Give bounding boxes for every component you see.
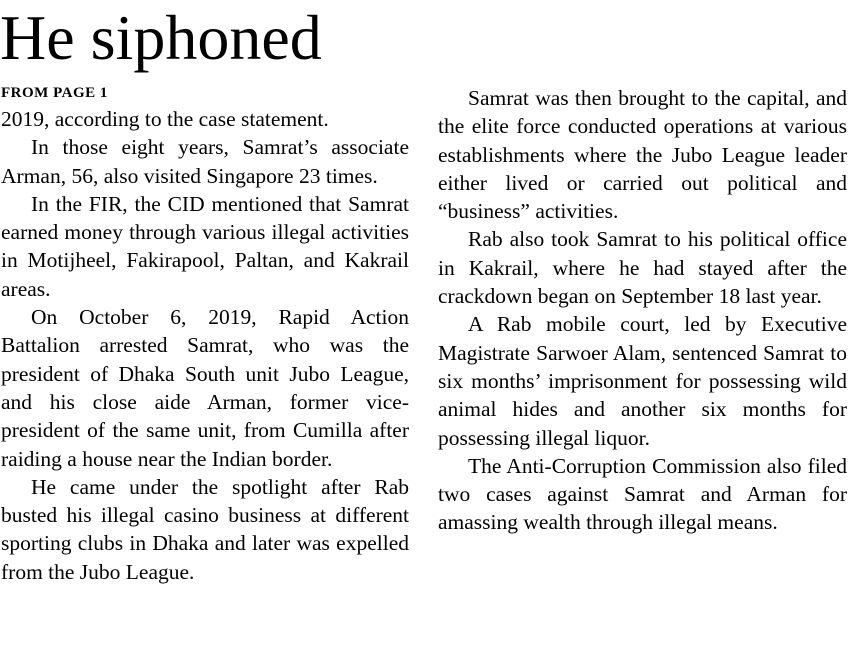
paragraph: He came under the spotlight after Rab busted his illegal casino business at different sporting clubs in Dhaka and later was expelled from the Jubo League. [1, 474, 409, 584]
paragraph: A Rab mobile court, led by Executive Magistrate Sarwoer Alam, sentenced Samrat to six months’ imprisonment for possessing wild animal hides and another six months for possessing illegal liquor. [438, 312, 847, 450]
paragraph: Samrat was then brought to the capital, and the elite force conducted operations at various establishments where the Jubo League leader either lived or carried out political and “business” activities. [438, 86, 847, 224]
continued-from-label: FROM PAGE 1 [1, 85, 108, 101]
paragraph: The Anti-Corruption Commission also filed two cases against Samrat and Arman for amassing wealth through illegal means. [438, 453, 847, 535]
paragraph: On October 6, 2019, Rapid Action Battalion arrested Samrat, who was the president of Dhaka South unit Jubo League, and his close aide Arman, former vice-president of the same unit, from Cumilla after raiding a house near the Indian border. [1, 305, 409, 471]
paragraph: In those eight years, Samrat’s associate Arman, 56, also visited Singapore 23 times. [1, 135, 409, 188]
paragraph: Rab also took Samrat to his political office in Kakrail, where he had stayed after the crackdown began on September 18 last year. [438, 227, 847, 309]
article-column-right [438, 84, 847, 537]
paragraph: In the FIR, the CID mentioned that Samrat earned money through various illegal activities in Motijheel, Fakirapool, Paltan, and Kakrail areas. [1, 191, 409, 301]
paragraph: 2019, according to the case statement. [1, 107, 329, 131]
article-column-left [1, 105, 409, 586]
headline: He siphoned [0, 2, 322, 73]
